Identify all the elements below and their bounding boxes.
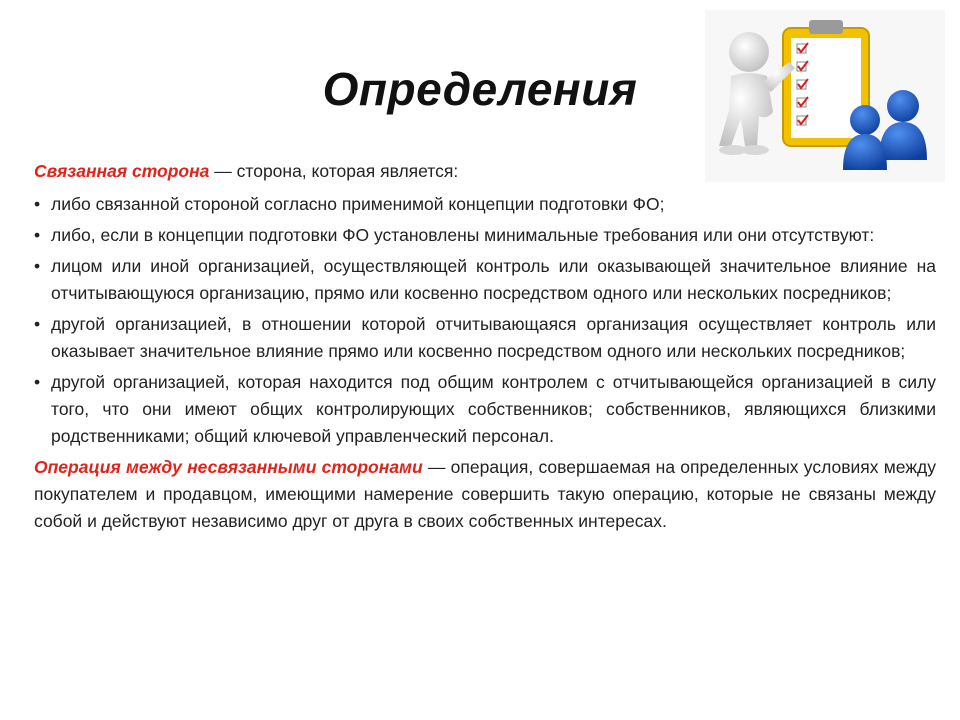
list-item bbox=[34, 311, 936, 365]
list-item-text: либо связанной стороной согласно применимой концепции подготовки ФО; bbox=[51, 194, 665, 214]
bullet-icon: • bbox=[34, 194, 41, 214]
term-related-party: Связанная сторона bbox=[34, 161, 210, 181]
list-item-text: лицом или иной организацией, осуществляющей контроль или оказывающей значительное влияние на отчитывающуюся организацию, прямо или косвенно посредством одного или нескольких посредников; bbox=[51, 256, 936, 303]
bullet-list bbox=[34, 191, 936, 450]
illustration-svg bbox=[705, 10, 945, 182]
bullet-icon: • bbox=[34, 314, 41, 334]
content-body bbox=[34, 158, 936, 541]
clipboard-clip bbox=[809, 20, 843, 34]
bullet-icon: • bbox=[34, 256, 41, 276]
list-item-text: другой организацией, которая находится под общим контролем с отчитывающейся организацией в силу того, что они имеют общих контролирующих собственников; собственников, являющихся близкими родственниками; общий ключевой управленческий персонал. bbox=[51, 372, 936, 446]
list-item-text: либо, если в концепции подготовки ФО установлены минимальные требования или они отсутствуют: bbox=[51, 225, 875, 245]
definition-arms-length-text: — операция, совершаемая на определенных условиях между покупателем и продавцом, имеющими намерение совершить такую операцию, которые не связаны между собой и действуют независимо друг от друга в своих собственных интересах. bbox=[34, 457, 937, 531]
page-title: Определения bbox=[322, 63, 638, 115]
definition-related-party-text: — сторона, которая является: bbox=[209, 161, 459, 181]
bullet-icon: • bbox=[34, 225, 41, 245]
definition-arms-length bbox=[34, 454, 936, 535]
clipboard-checklist-people-icon bbox=[705, 10, 945, 182]
bullet-icon: • bbox=[34, 372, 41, 392]
list-item-text: другой организацией, в отношении которой отчитывающаяся организация осуществляет контроль или оказывает значительное влияние прямо или косвенно посредством одного или нескольких посредников; bbox=[51, 314, 936, 361]
definition-related-party bbox=[34, 158, 936, 185]
list-item bbox=[34, 222, 936, 249]
term-arms-length: Операция между несвязанными сторонами bbox=[34, 457, 423, 477]
list-item bbox=[34, 191, 936, 218]
list-item bbox=[34, 369, 936, 450]
list-item bbox=[34, 253, 936, 307]
